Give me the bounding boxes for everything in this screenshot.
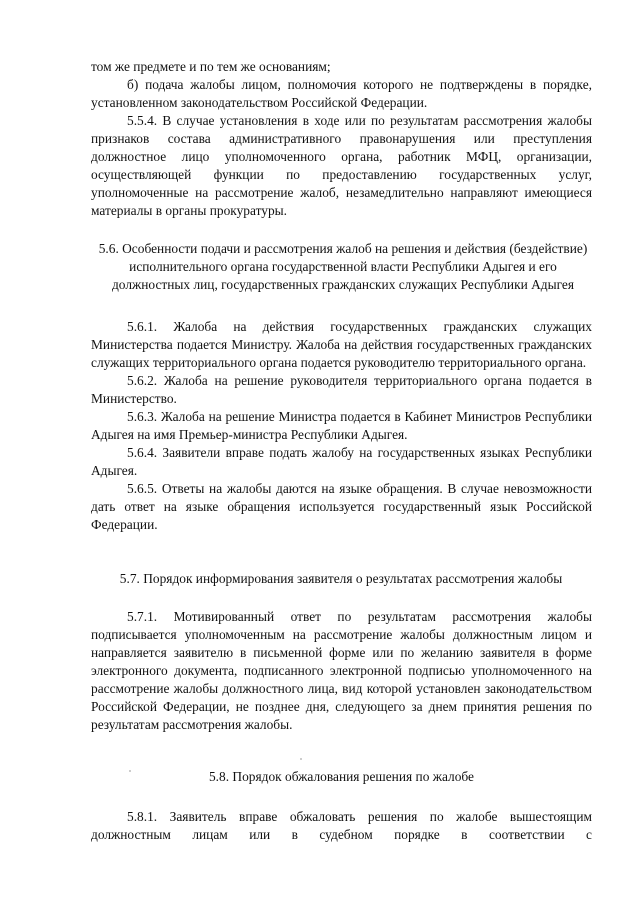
section-5-7-body (91, 608, 592, 734)
section-5-8-body (91, 808, 592, 844)
section-heading-5-7: 5.7. Порядок информирования заявителя о результатах рассмотрения жалобы (119, 571, 563, 586)
paragraph-5-5-4: 5.5.4. В случае установления в ходе или по результатам рассмотрения жалобы признаков состава административного правонарушения или преступления должностное лицо уполномоченного органа, работник МФЦ, организации, осуществляющей функции по предоставлению государственных услуг, уполномоченные на рассмотрение жалоб, незамедлительно направляют имеющиеся материалы в органы прокуратуры. (91, 113, 592, 218)
section-5-7-heading-block (88, 570, 594, 588)
paragraph-continuation: том же предмете и по тем же основаниям; (91, 59, 331, 74)
paragraph-5-6-2: 5.6.2. Жалоба на решение руководителя территориального органа подается в Министерство. (91, 373, 592, 406)
paragraph-b: б) подача жалобы лицом, полномочия которого не подтверждены в порядке, установленном законодательством Российской Федерации. (91, 77, 592, 110)
section-5-8-heading-block (91, 768, 592, 786)
section-heading-5-6: 5.6. Особенности подачи и рассмотрения жалоб на решения и действия (бездействие) исполнительного органа государственной власти Республики Адыгея и его должностных лиц, государственных гражданских служащих Республики Адыгея (98, 241, 588, 292)
section-heading-5-8: 5.8. Порядок обжалования решения по жалобе (208, 769, 475, 784)
paragraph-5-6-3: 5.6.3. Жалоба на решение Министра подается в Кабинет Министров Республики Адыгея на имя Премьер-министра Республики Адыгея. (91, 409, 592, 442)
scan-artifact (300, 758, 302, 760)
text-block-top (91, 58, 592, 220)
paragraph-5-6-1: 5.6.1. Жалоба на действия государственных гражданских служащих Министерства подается Министру. Жалоба на действия государственных гражданских служащих территориального органа подается руководителю территориального органа. (91, 319, 592, 370)
section-5-6-heading-block (96, 240, 590, 294)
paragraph-5-8-1: 5.8.1. Заявитель вправе обжаловать решения по жалобе вышестоящим должностным лицам или в судебном порядке в соответствии с (91, 809, 592, 842)
paragraph-5-6-4: 5.6.4. Заявители вправе подать жалобу на государственных языках Республики Адыгея. (91, 445, 592, 478)
section-5-6-body (91, 318, 592, 534)
paragraph-5-7-1: 5.7.1. Мотивированный ответ по результатам рассмотрения жалобы подписывается уполномоченным на рассмотрение жалобы должностным лицом и направляется заявителю в письменной форме или по желанию заявителя в форме электронного документа, подписанного электронной подписью уполномоченного на рассмотрение жалобы должностного лица, вид которой установлен законодательством Российской Федерации, не позднее дня, следующего за днем принятия решения по результатам рассмотрения жалобы. (91, 609, 592, 732)
paragraph-5-6-5: 5.6.5. Ответы на жалобы даются на языке обращения. В случае невозможности дать ответ на языке обращения используется государственный язык Российской Федерации. (91, 481, 592, 532)
